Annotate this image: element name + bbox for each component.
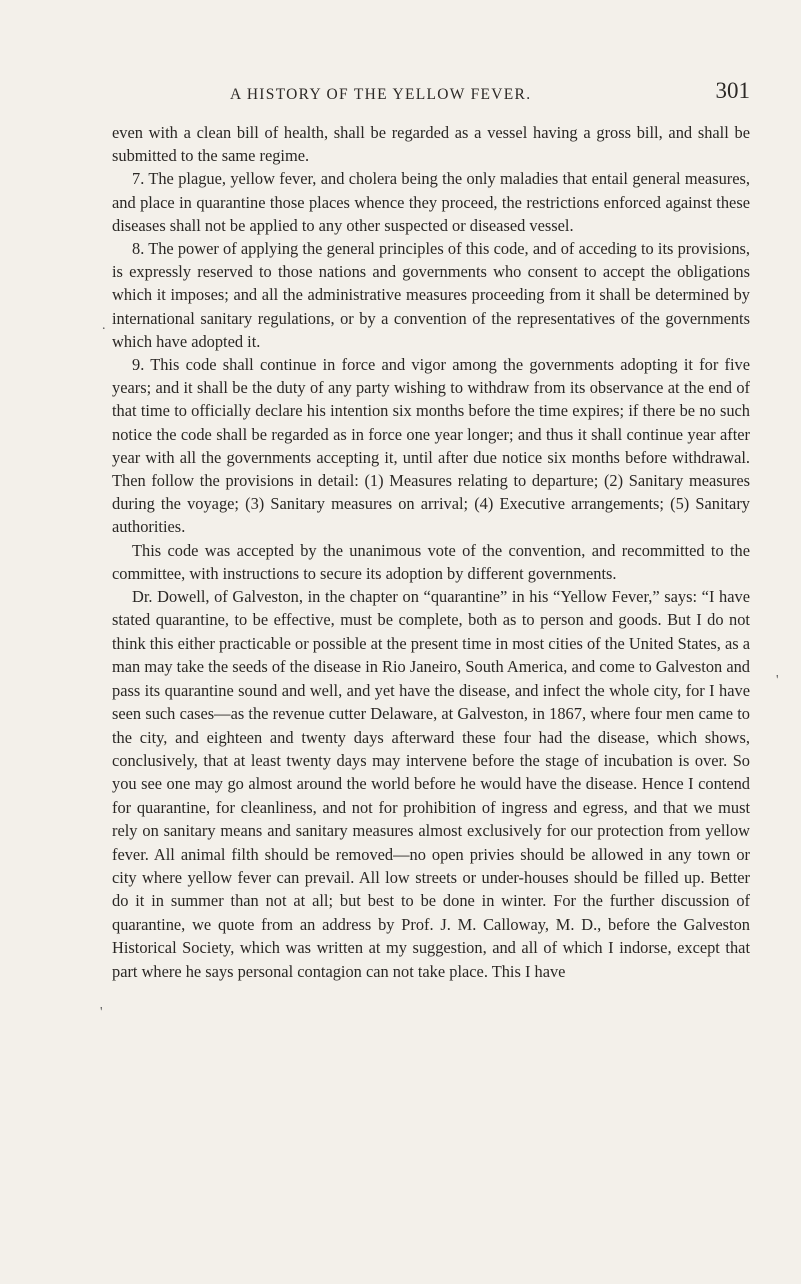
margin-speck-1: . <box>102 318 106 333</box>
paragraph-article-8: 8. The power of applying the general principles of this code, and of acceding to its provisions, is expressly reserved to those nations and governments who consent to accept the obligations which it imposes; and all the administrative measures proceeding from it shall be determined by international sanitary regulations, or by a convention of the representatives of the governments which have adopted it. <box>112 239 750 351</box>
paragraph-code-accepted: This code was accepted by the unanimous vote of the convention, and recommitted to the committee, with instructions to secure its adoption by different governments. <box>112 540 750 583</box>
page-number: 301 <box>715 78 750 103</box>
body-text <box>112 121 750 983</box>
paragraph-article-7: 7. The plague, yellow fever, and cholera being the only maladies that entail general measures, and place in quarantine those places whence they proceed, the restrictions enforced against these diseases shall not be applied to any other suspected or diseased vessel. <box>112 169 750 235</box>
running-head <box>110 78 750 106</box>
margin-speck-3: ' <box>100 1005 103 1020</box>
paragraph-dowell-quote: Dr. Dowell, of Galveston, in the chapter on “quarantine” in his “Yellow Fever,” says: “I have stated quarantine, to be effective, must be complete, both as to person and goods. But I do not think this either practicable or possible at the present time in most cities of the United States, as a man may take the seeds of the disease in Rio Janeiro, South America, and come to Galveston and pass its quarantine sound and well, and yet have the disease, and infect the whole city, for I have seen such cases—as the revenue cutter Delaware, at Galveston, in 1867, where four men came to the city, and eighteen and twenty days afterward these four had the disease, which shows, conclusively, that at least twenty days may intervene before the stage of incubation is over. So you see one may go almost around the world before he would have the disease. Hence I contend for quarantine, for cleanliness, and not for prohibition of ingress and egress, and that we must rely on sanitary means and sanitary measures almost exclusively for our protection from yellow fever. All animal filth should be removed—no open privies should be allowed in any town or city where yellow fever can prevail. All low streets or under-houses should be filled up. Better do it in summer than not at all; but best to be done in winter. For the further discussion of quarantine, we quote from an address by Prof. J. M. Calloway, M. D., before the Galveston Historical Society, which was written at my suggestion, and all of which I indorse, except that part where he says personal contagion can not take place. This I have <box>112 587 750 981</box>
margin-speck-2: ' <box>776 673 779 688</box>
paragraph-article-9: 9. This code shall continue in force and vigor among the governments adopting it for five years; and it shall be the duty of any party wishing to withdraw from its observance at the end of that time to officially declare his intention six months before the time expires; if there be no such notice the code shall be regarded as in force one year longer; and thus it shall continue year after year with all the governments accepting it, until after due notice six months before withdrawal. Then follow the provisions in detail: (1) Measures relating to departure; (2) Sanitary measures during the voyage; (3) Sanitary measures on arrival; (4) Executive arrangements; (5) Sanitary authorities. <box>112 355 750 537</box>
running-title: A HISTORY OF THE YELLOW FEVER. <box>230 86 532 103</box>
paragraph-continuation: even with a clean bill of health, shall be regarded as a vessel having a gross bill, and shall be submitted to the same regime. <box>112 123 750 166</box>
